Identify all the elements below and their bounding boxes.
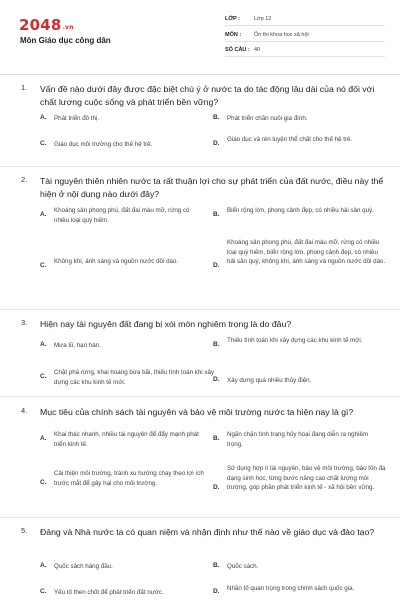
meta-class-row bbox=[225, 12, 385, 26]
option-text: Chặt phá rừng, khai hoang bừa bãi, thiếu tính toán khi xây dựng các khu kinh tế mới. bbox=[54, 369, 214, 386]
question-separator bbox=[0, 517, 400, 518]
option-key: A. bbox=[40, 435, 47, 442]
option-key: D. bbox=[213, 140, 220, 147]
logo-suffix: .vn bbox=[62, 24, 74, 31]
option-key: C. bbox=[40, 588, 47, 595]
question-number: 2. bbox=[21, 175, 28, 184]
option-text: Giáo dục môi trường cho thế hệ trẻ. bbox=[54, 141, 153, 148]
option-key: B. bbox=[213, 341, 220, 348]
page-header bbox=[0, 0, 400, 70]
subject-title: Môn Giáo dục công dân bbox=[20, 36, 111, 45]
option-key: A. bbox=[40, 562, 47, 569]
option-text: Không khí, ánh sáng và nguồn nước dồi dào. bbox=[54, 258, 179, 265]
option-key: C. bbox=[40, 373, 47, 380]
option-text: Phát triển chăn nuôi gia đình. bbox=[227, 115, 308, 122]
option-text: Xây dựng quá nhiều thủy điện. bbox=[227, 377, 312, 384]
site-logo[interactable] bbox=[19, 16, 74, 34]
meta-class-value: Lớp 12 bbox=[254, 15, 272, 22]
option-text: Khai thác nhanh, nhiều tài nguyên để đẩy mạnh phát triển kinh tế. bbox=[54, 431, 199, 448]
meta-class-label: LỚP : bbox=[225, 15, 240, 22]
question-separator bbox=[0, 309, 400, 310]
option-key: A. bbox=[40, 114, 47, 121]
meta-count-row bbox=[225, 43, 385, 57]
question-text: Hiện nay tài nguyên đất đang bị xói mòn nghiêm trọng là do đâu? bbox=[40, 319, 292, 329]
option-key: B. bbox=[213, 562, 220, 569]
logo-text: 2048 bbox=[19, 16, 62, 34]
option-text: Sử dụng hợp lí tài nguyên, bảo vệ môi trường, bảo tồn đa dạng sinh học, từng bước nâng cao chất lượng môi trường, góp phần phát triển kinh tế - xã hội bền vững. bbox=[227, 465, 386, 491]
header-divider bbox=[0, 74, 400, 75]
question-text: Mục tiêu của chính sách tài nguyên và bảo vệ môi trường nước ta hiện nay là gì? bbox=[40, 407, 354, 417]
option-key: C. bbox=[40, 479, 47, 486]
option-text: Giáo dục và rèn luyện thể chất cho thế hệ trẻ. bbox=[227, 136, 353, 143]
option-text: Khoáng sản phong phú, đất đai màu mỡ, rừng có nhiều loại quý hiếm. bbox=[54, 207, 190, 224]
question-separator bbox=[0, 396, 400, 397]
option-text: Nhân tố quan trọng trong chính sách quốc gia. bbox=[227, 585, 355, 592]
option-text: Yếu tố then chốt để phát triển đất nước. bbox=[54, 589, 164, 596]
option-text: Khoáng sản phong phú, đất đai màu mỡ, rừng có nhiều loại quý hiếm, biển rộng lớn, phong cảnh đẹp, có nhiều hải sản quý, không khí, ánh sáng và nguồn nước dồi dào. bbox=[227, 239, 386, 265]
meta-count-value: 40 bbox=[254, 46, 261, 53]
option-key: D. bbox=[213, 484, 220, 491]
option-key: B. bbox=[213, 114, 220, 121]
question-number: 5. bbox=[21, 526, 28, 535]
option-key: A. bbox=[40, 341, 47, 348]
option-key: A. bbox=[40, 211, 47, 218]
option-key: D. bbox=[213, 376, 220, 383]
option-key: C. bbox=[40, 262, 47, 269]
option-key: B. bbox=[213, 211, 220, 218]
option-text: Quốc sách. bbox=[227, 563, 259, 570]
option-text: Ngăn chặn tình trạng hủy hoại đang diễn ra nghiêm trọng. bbox=[227, 431, 369, 448]
option-text: Thiếu tính toán khi xây dựng các khu kinh tế mới. bbox=[227, 337, 363, 344]
question-number: 1. bbox=[21, 83, 28, 92]
option-text: Biển rộng lớn, phong cảnh đẹp, có nhiều hải sản quý. bbox=[227, 207, 374, 214]
meta-subject-row bbox=[225, 28, 385, 42]
question-number: 3. bbox=[21, 318, 28, 327]
question-text: Tài nguyên thiên nhiên nước ta rất thuận lợi cho sự phát triển của đất nước, điều này thể hiện ở nội dung nào dưới đây? bbox=[40, 176, 384, 199]
meta-count-label: SỐ CÂU : bbox=[225, 46, 250, 53]
meta-subject-label: MÔN : bbox=[225, 31, 242, 38]
option-text: Cải thiện môi trường, tránh xu hướng chạy theo lợi ích trước mắt để gây hại cho môi trường. bbox=[54, 470, 204, 487]
option-text: Phát triển đô thị. bbox=[54, 115, 100, 122]
option-key: B. bbox=[213, 435, 220, 442]
question-separator bbox=[0, 166, 400, 167]
question-text: Vấn đề nào dưới đây được đặc biệt chú ý ở nước ta do tác động lâu dài của nó đối với chất lượng cuộc sống và phát triển bền vững? bbox=[40, 84, 375, 107]
question-text: Đảng và Nhà nước ta có quan niệm và nhận định như thế nào về giáo dục và đào tạo? bbox=[40, 527, 375, 537]
option-key: D. bbox=[213, 262, 220, 269]
meta-subject-value: Ôn thi khoa học xã hội bbox=[254, 31, 309, 38]
question-number: 4. bbox=[21, 406, 28, 415]
option-key: C. bbox=[40, 140, 47, 147]
option-text: Quốc sách hàng đầu. bbox=[54, 563, 113, 570]
option-key: D. bbox=[213, 588, 220, 595]
option-text: Mưa lũ, hạn hán. bbox=[54, 342, 101, 349]
